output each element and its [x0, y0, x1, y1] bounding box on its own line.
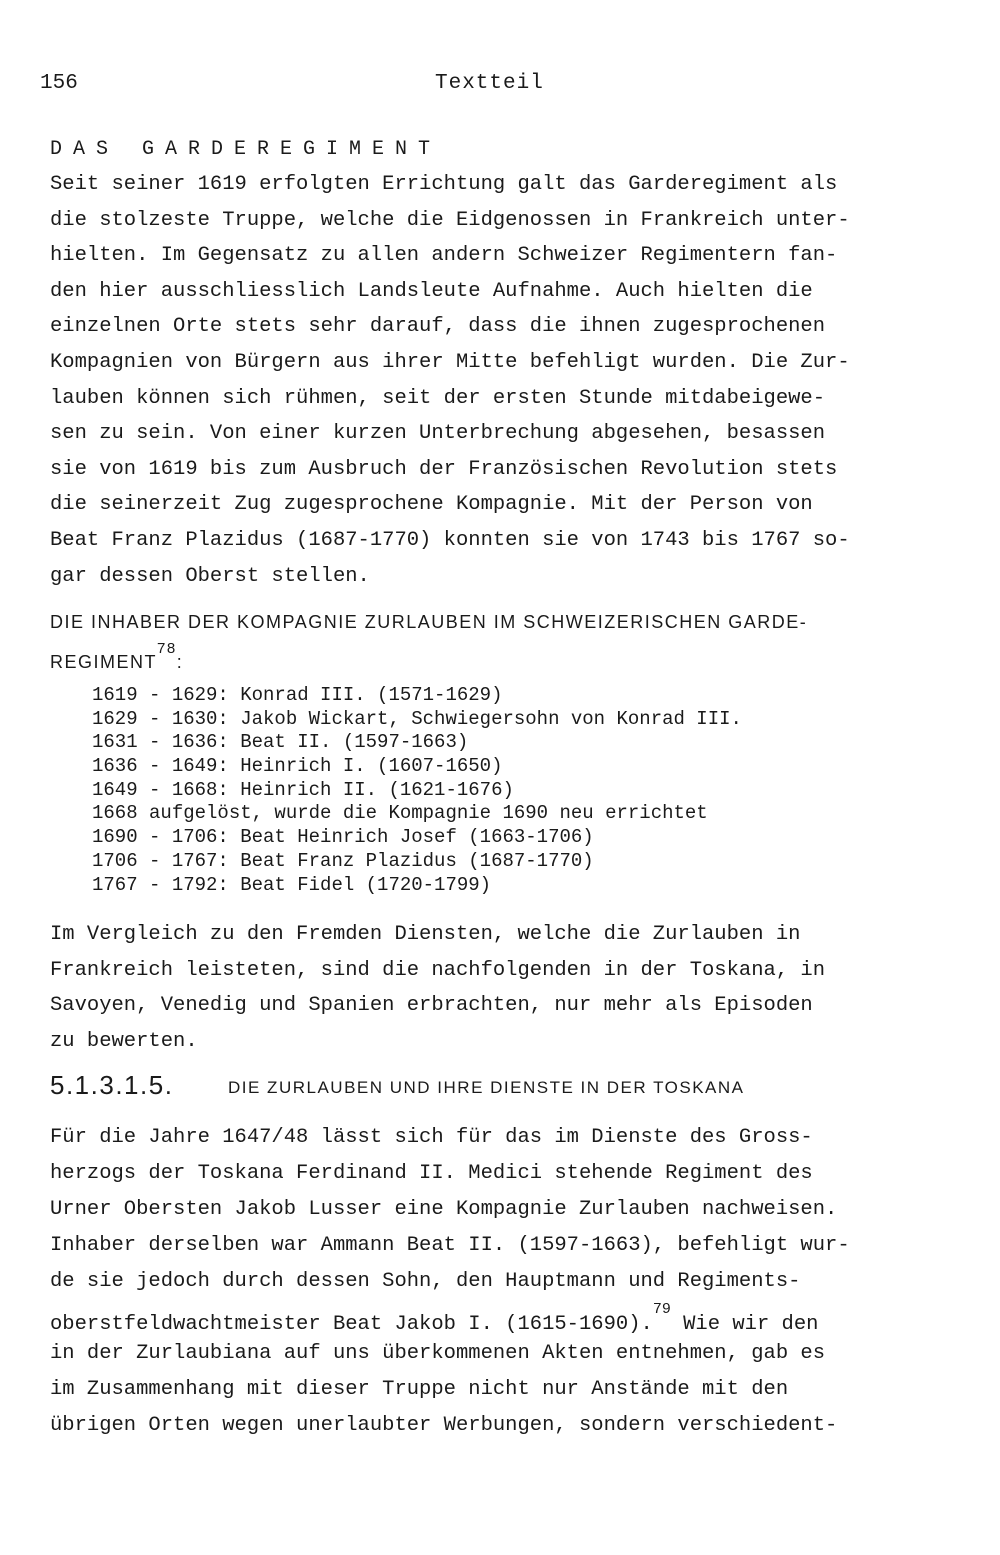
paragraph-garderegiment	[50, 167, 945, 594]
text-line: in der Zurlaubiana auf uns überkommenen Akten entnehmen, gab es	[50, 1342, 826, 1365]
owner-entry: 1767 - 1792: Beat Fidel (1720-1799)	[92, 873, 492, 896]
owner-entry: 1649 - 1668: Heinrich II. (1621-1676)	[92, 778, 514, 801]
paragraph-toskana	[50, 1120, 945, 1444]
owner-entry: 1636 - 1649: Heinrich I. (1607-1650)	[92, 755, 503, 778]
text-line: Für die Jahre 1647/48 lässt sich für das im Dienste des Gross-	[50, 1126, 813, 1149]
owner-entry: 1619 - 1629: Konrad III. (1571-1629)	[92, 684, 503, 706]
text-line: Urner Obersten Jakob Lusser eine Kompagnie Zurlauben nachweisen.	[50, 1198, 838, 1221]
text-line: zu bewerten.	[50, 1029, 198, 1053]
running-head: Textteil	[435, 72, 544, 95]
paragraph-comparison	[50, 917, 945, 1059]
text-line: im Zusammenhang mit dieser Truppe nicht nur Anstände mit den	[50, 1378, 789, 1401]
text-line: Seit seiner 1619 erfolgten Errichtung galt das Garderegiment als	[50, 173, 838, 196]
text-line-with-footnote	[50, 1300, 945, 1336]
text-line: Beat Franz Plazidus (1687-1770) konnten sie von 1743 bis 1767 so-	[50, 528, 850, 552]
owner-entry: 1690 - 1706: Beat Heinrich Josef (1663-1706)	[92, 826, 594, 849]
text-line: die stolzeste Truppe, welche die Eidgenossen in Frankreich unter-	[50, 208, 850, 232]
section-title: DAS GARDEREGIMENT	[50, 138, 442, 161]
text-line: übrigen Orten wegen unerlaubter Werbungen, sondern verschiedent-	[50, 1414, 838, 1437]
owner-entry: 1629 - 1630: Jakob Wickart, Schwiegersohn von Konrad III.	[92, 707, 742, 730]
owner-entry: 1668 aufgelöst, wurde die Kompagnie 1690 neu errichtet	[92, 802, 708, 825]
text-line: gar dessen Oberst stellen.	[50, 564, 370, 588]
owners-heading-continued	[50, 640, 184, 673]
text-line: die seinerzeit Zug zugesprochene Kompagnie. Mit der Person von	[50, 493, 813, 517]
text-line: hielten. Im Gegensatz zu allen andern Schweizer Regimentern fan-	[50, 244, 838, 268]
text-line: den hier ausschliesslich Landsleute Aufnahme. Auch hielten die	[50, 279, 813, 303]
text-line: Savoyen, Venedig und Spanien erbrachten, nur mehr als Episoden	[50, 994, 813, 1018]
text-line: de sie jedoch durch dessen Sohn, den Hauptmann und Regiments-	[50, 1270, 801, 1293]
text-line: Kompagnien von Bürgern aus ihrer Mitte befehligt wurden. Die Zur-	[50, 350, 850, 374]
owners-heading-word: REGIMENT	[50, 652, 158, 672]
owner-entry: 1631 - 1636: Beat II. (1597-1663)	[92, 731, 469, 754]
text-line: Inhaber derselben war Ammann Beat II. (1597-1663), befehligt wur-	[50, 1234, 850, 1257]
owners-list	[92, 684, 742, 897]
text-line: einzelnen Orte stets sehr darauf, dass die ihnen zugesprochenen	[50, 315, 826, 339]
subsection-title: DIE ZURLAUBEN UND IHRE DIENSTE IN DER TOSKANA	[228, 1078, 745, 1097]
text-fragment: Wie wir den	[670, 1312, 819, 1336]
owner-entry: 1706 - 1767: Beat Franz Plazidus (1687-1770)	[92, 849, 594, 872]
footnote-marker-79: 79	[652, 1301, 671, 1318]
page-number: 156	[40, 72, 78, 95]
owners-heading: DIE INHABER DER KOMPAGNIE ZURLAUBEN IM SCHWEIZERISCHEN GARDE-	[50, 612, 808, 632]
text-line: lauben können sich rühmen, seit der ersten Stunde mitdabeigewe-	[50, 386, 826, 410]
text-line: sen zu sein. Von einer kurzen Unterbrechung abgesehen, besassen	[50, 422, 826, 446]
subsection-number: 5.1.3.1.5.	[50, 1070, 174, 1100]
text-line: Im Vergleich zu den Fremden Diensten, welche die Zurlauben in	[50, 923, 801, 946]
text-line: herzogs der Toskana Ferdinand II. Medici stehende Regiment des	[50, 1162, 813, 1185]
text-line: Frankreich leisteten, sind die nachfolgenden in der Toskana, in	[50, 958, 826, 982]
footnote-marker-78: 78	[157, 640, 177, 657]
owners-heading-colon: :	[176, 652, 184, 672]
text-line: sie von 1619 bis zum Ausbruch der Französischen Revolution stets	[50, 457, 838, 481]
text-fragment: oberstfeldwachtmeister Beat Jakob I. (1615-1690).	[50, 1312, 653, 1336]
